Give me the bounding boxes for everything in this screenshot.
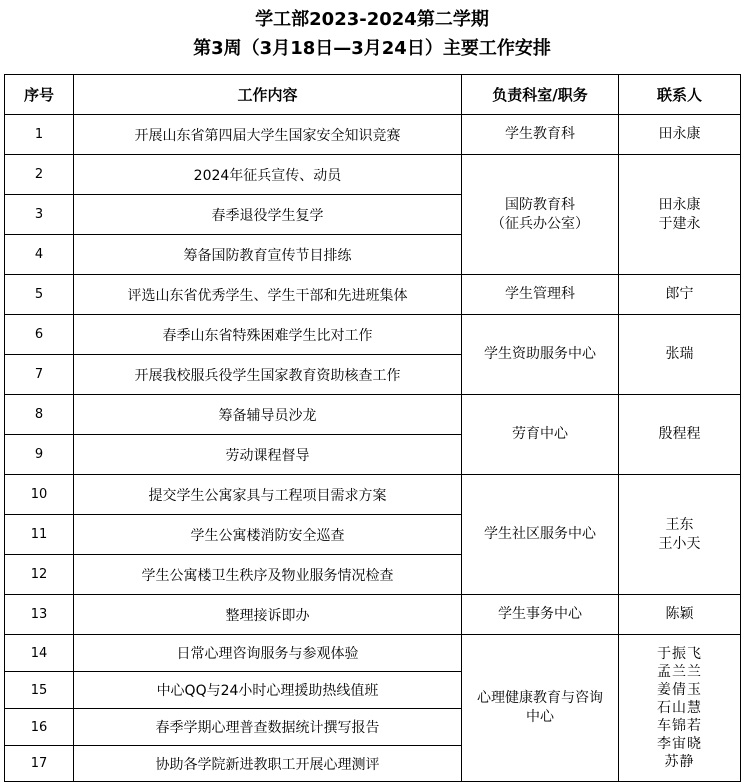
row-content: 筹备辅导员沙龙	[74, 395, 462, 435]
row-contact	[619, 475, 741, 595]
page-subtitle: 第3周（3月18日—3月24日）主要工作安排	[193, 38, 551, 59]
row-content: 评选山东省优秀学生、学生干部和先进班集体	[74, 275, 462, 315]
row-contact	[619, 275, 741, 315]
row-index: 6	[5, 315, 74, 355]
dept-label: 心理健康教育与咨询 中心	[477, 690, 603, 725]
dept-label: 学生资助服务中心	[484, 346, 596, 362]
row-index: 9	[5, 435, 74, 475]
row-content: 整理接诉即办	[74, 595, 462, 635]
row-dept	[462, 595, 619, 635]
contact-label: 郎宁	[665, 286, 694, 302]
row-dept	[462, 275, 619, 315]
header-index: 序号	[5, 75, 74, 115]
row-index: 8	[5, 395, 74, 435]
row-index: 16	[5, 709, 74, 746]
contact-label: 王东 王小天	[658, 516, 701, 552]
row-dept	[462, 115, 619, 155]
row-dept	[462, 635, 619, 782]
table-row	[5, 315, 741, 355]
row-dept	[462, 155, 619, 275]
row-content: 筹备国防教育宣传节目排练	[74, 235, 462, 275]
row-content: 学生公寓楼消防安全巡查	[74, 515, 462, 555]
schedule-table	[4, 74, 741, 782]
table-row	[5, 275, 741, 315]
row-contact	[619, 395, 741, 475]
page-title: 学工部2023-2024第二学期	[255, 9, 489, 30]
contact-label: 于振飞 孟兰兰 姜倩玉 石山慧 车锦若 李宙晓 苏静	[657, 646, 702, 770]
table-row	[5, 395, 741, 435]
row-content: 日常心理咨询服务与参观体验	[74, 635, 462, 672]
dept-label: 学生事务中心	[498, 606, 582, 622]
dept-label: 学生社区服务中心	[484, 526, 596, 542]
row-contact	[619, 315, 741, 395]
contact-label: 张瑞	[665, 346, 694, 362]
row-content: 2024年征兵宣传、动员	[74, 155, 462, 195]
row-index: 1	[5, 115, 74, 155]
contact-label: 殷程程	[658, 426, 701, 442]
contact-label: 田永康	[658, 126, 701, 142]
dept-label: 劳育中心	[512, 426, 568, 442]
dept-label: 学生教育科	[505, 126, 575, 142]
row-dept	[462, 315, 619, 395]
row-content: 学生公寓楼卫生秩序及物业服务情况检查	[74, 555, 462, 595]
row-content: 协助各学院新进教职工开展心理测评	[74, 746, 462, 782]
dept-label: 学生管理科	[505, 286, 575, 302]
row-index: 3	[5, 195, 74, 235]
header-contact: 联系人	[619, 75, 741, 115]
row-dept	[462, 395, 619, 475]
row-content: 劳动课程督导	[74, 435, 462, 475]
table-row	[5, 475, 741, 515]
row-index: 14	[5, 635, 74, 672]
dept-label: 国防教育科 （征兵办公室）	[491, 196, 589, 232]
row-index: 4	[5, 235, 74, 275]
header-dept: 负责科室/职务	[462, 75, 619, 115]
row-content: 开展山东省第四届大学生国家安全知识竞赛	[74, 115, 462, 155]
row-content: 开展我校服兵役学生国家教育资助核查工作	[74, 355, 462, 395]
row-contact	[619, 155, 741, 275]
row-index: 7	[5, 355, 74, 395]
row-content: 春季山东省特殊困难学生比对工作	[74, 315, 462, 355]
table-row	[5, 115, 741, 155]
row-index: 15	[5, 672, 74, 709]
header-content: 工作内容	[74, 75, 462, 115]
header-row	[5, 75, 741, 115]
row-contact	[619, 115, 741, 155]
row-index: 5	[5, 275, 74, 315]
table-row	[5, 635, 741, 672]
row-index: 11	[5, 515, 74, 555]
row-index: 13	[5, 595, 74, 635]
row-index: 17	[5, 746, 74, 782]
row-content: 春季退役学生复学	[74, 195, 462, 235]
row-content: 中心QQ与24小时心理援助热线值班	[74, 672, 462, 709]
row-content: 提交学生公寓家具与工程项目需求方案	[74, 475, 462, 515]
row-content: 春季学期心理普查数据统计撰写报告	[74, 709, 462, 746]
row-contact	[619, 635, 741, 782]
row-index: 10	[5, 475, 74, 515]
contact-label: 陈颖	[665, 606, 694, 622]
table-row	[5, 595, 741, 635]
row-contact	[619, 595, 741, 635]
contact-label: 田永康 于建永	[658, 196, 701, 232]
row-index: 2	[5, 155, 74, 195]
row-dept	[462, 475, 619, 595]
table-row	[5, 155, 741, 195]
row-index: 12	[5, 555, 74, 595]
